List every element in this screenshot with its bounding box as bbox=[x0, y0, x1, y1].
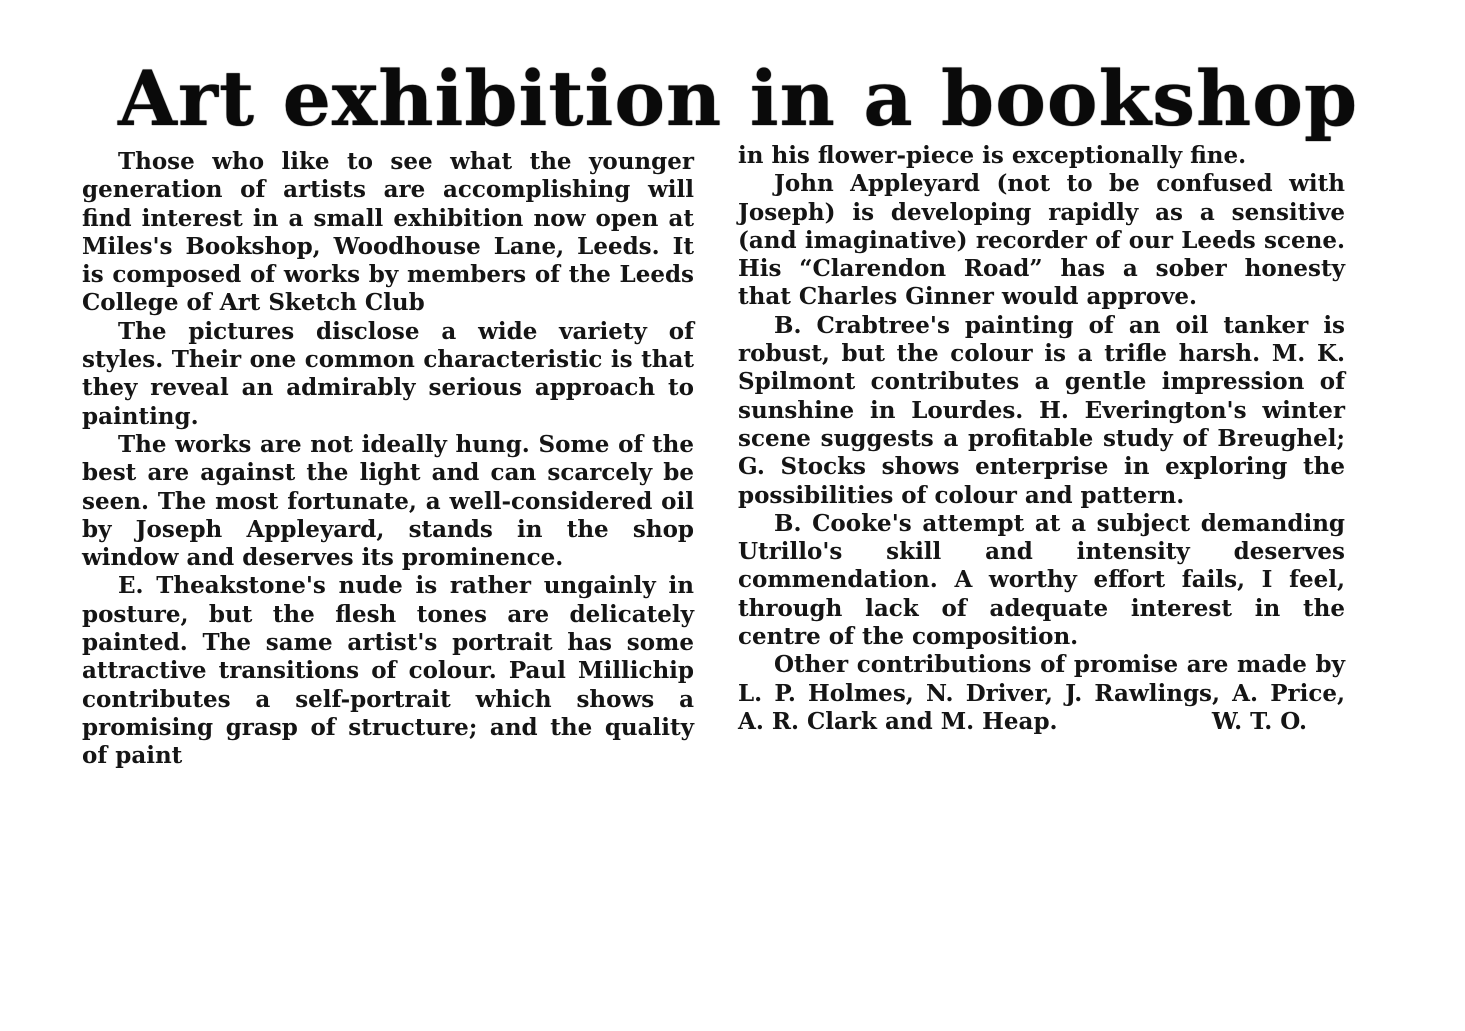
paragraph-hanging: The works are not ideally hung. Some of the best are against the light and can scarcely be seen. The most fortunate, a well-considered oil by Joseph Appleyard, stands in the shop window and deserves its prominence. bbox=[82, 430, 694, 572]
paragraph-cooke: B. Cooke's attempt at a subject demanding Utrillo's skill and intensity deserves commendation. A worthy effort fails, I feel, through lack of adequate interest in the centre of the composition. bbox=[738, 509, 1345, 651]
final-paragraph-text: Other contributions of promise are made by L. P. Holmes, N. Driver, J. Rawlings, A. Price, A. R. Clark and M. Heap. bbox=[738, 651, 1345, 735]
headline: Art exhibition in a bookshop bbox=[118, 54, 1359, 143]
paragraph-continuation: in his flower-piece is exceptionally fine. bbox=[738, 142, 1247, 169]
paragraph-john-appleyard: John Appleyard (not to be confused with Joseph) is developing rapidly as a sensitive (and imaginative) recorder of our Leeds scene. His “Clarendon Road” has a sober honesty that Charles Ginner would approve. bbox=[738, 170, 1345, 311]
author-signoff: W. T. O. bbox=[1211, 707, 1307, 735]
right-column bbox=[738, 142, 1345, 736]
paragraph-intro: Those who like to see what the younger generation of artists are accomplishing will find interest in a small exhibition now open at Miles's Bookshop, Woodhouse Lane, Leeds. It is composed of works by members of the Leeds College of Art Sketch Club bbox=[82, 148, 694, 317]
paragraph-other-contributions bbox=[738, 651, 1345, 736]
paragraph-theakstone: E. Theakstone's nude is rather ungainly in posture, but the flesh tones are delicately painted. The same artist's portrait has some attractive transitions of colour. Paul Millichip contributes a self-portrait which shows a promising grasp of structure; and the quality of paint bbox=[82, 572, 694, 770]
paragraph-styles: The pictures disclose a wide variety of styles. Their one common characteristic is that they reveal an admirably serious approach to painting. bbox=[82, 317, 694, 430]
left-column bbox=[82, 148, 694, 771]
paragraph-crabtree: B. Crabtree's painting of an oil tanker is robust, but the colour is a trifle harsh. M. K. Spilmont contributes a gentle impression of sunshine in Lourdes. H. Everington's winter scene suggests a profitable study of Breughel; G. Stocks shows enterprise in exploring the possibilities of colour and pattern. bbox=[738, 311, 1345, 509]
